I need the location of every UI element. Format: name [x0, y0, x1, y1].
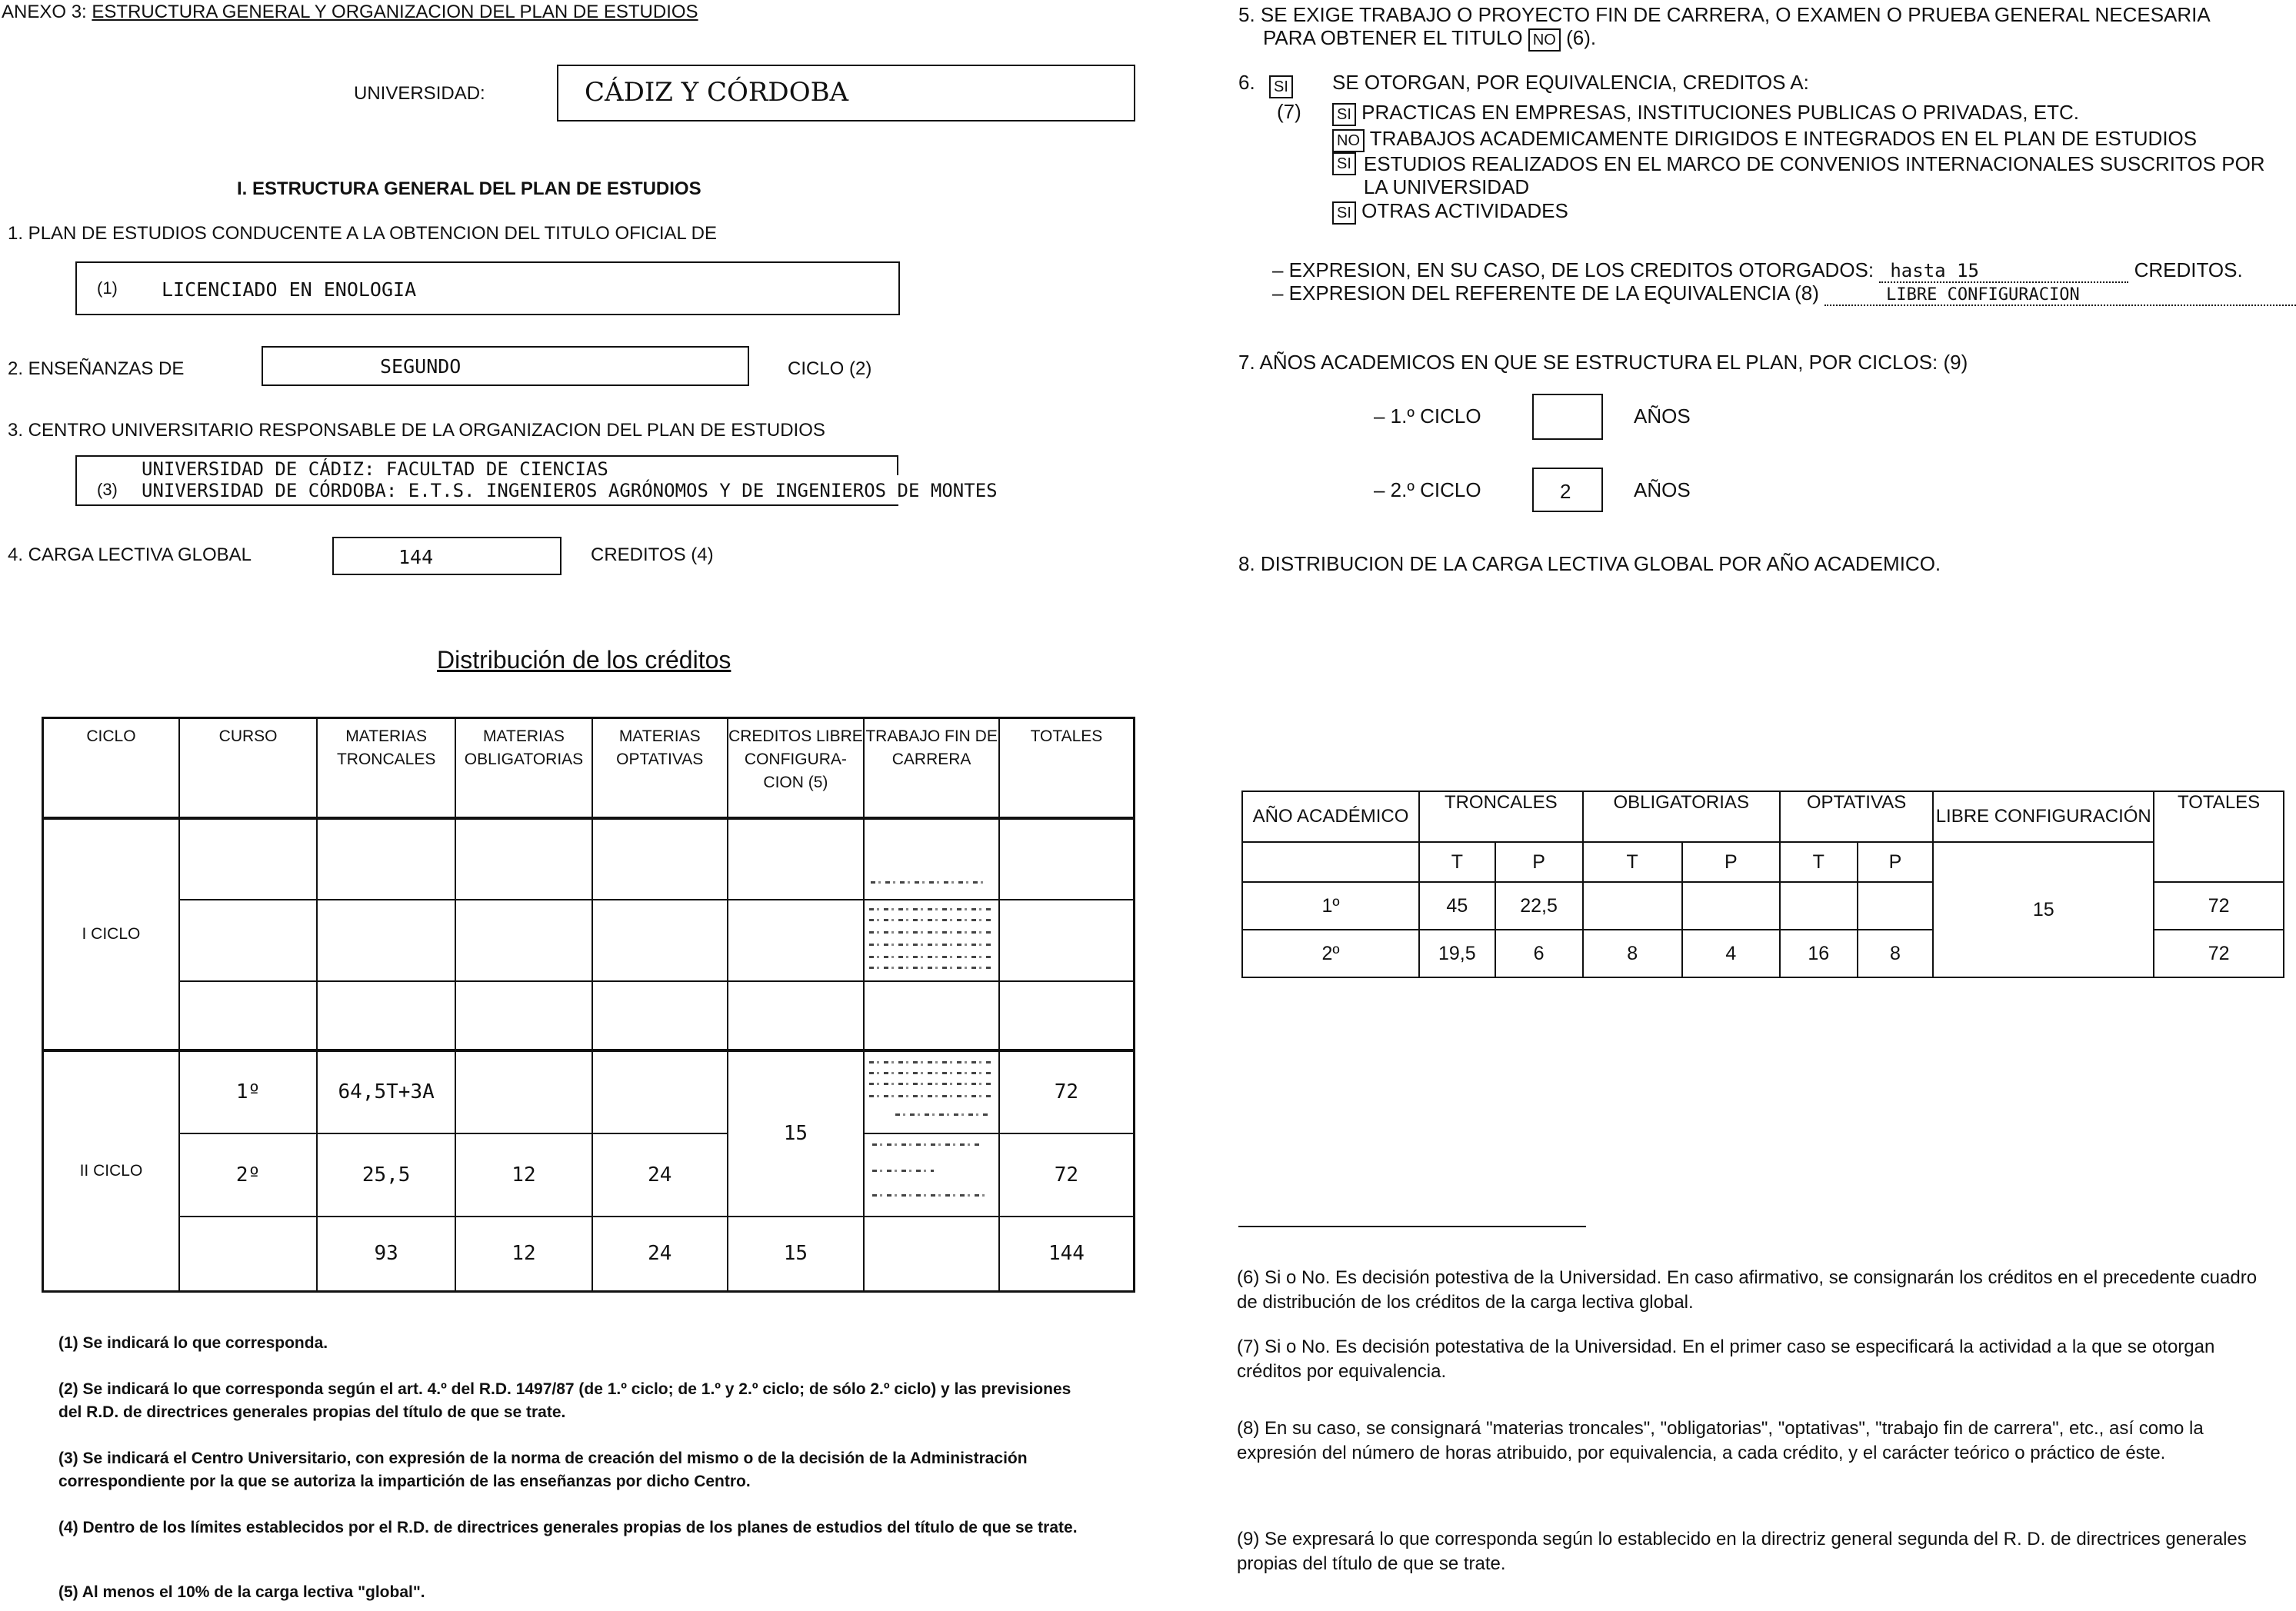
expresion1-label: – EXPRESION, EN SU CASO, DE LOS CREDITOS OTORGADOS:	[1272, 258, 1874, 281]
option-text: OTRAS ACTIVIDADES	[1361, 199, 1568, 222]
item5-line2: PARA OBTENER EL TITULO	[1263, 26, 1523, 49]
col-curso: CURSO	[179, 718, 317, 818]
right-note-6: (6) Si o No. Es decisión potestiva de la Universidad. En caso afirmativo, se consignarán los créditos en el precedente cuadro de distribución de los créditos de la carga lectiva global.	[1237, 1267, 2258, 1313]
sub-t: T	[1419, 842, 1495, 882]
item5-line1: 5. SE EXIGE TRABAJO O PROYECTO FIN DE CARRERA, O EXAMEN O PRUEBA GENERAL NECESARIA	[1238, 3, 2211, 26]
tr-t-2: 19,5	[1419, 930, 1495, 977]
ciclo1-label: – 1.º CICLO	[1374, 404, 1481, 428]
troncales-1: 64,5T+3A	[317, 1050, 455, 1133]
col-troncales: TRONCALES	[1419, 791, 1583, 842]
ciclo2-anos: AÑOS	[1634, 478, 1691, 501]
libre-merged: 15	[728, 1050, 865, 1217]
left-note-5: (5) Al menos el 10% de la carga lectiva "global".	[58, 1583, 425, 1601]
sub-p: P	[1682, 842, 1780, 882]
item6-ref: (7)	[1277, 100, 1301, 123]
ano-1: 1º	[1242, 882, 1419, 930]
table-row	[43, 818, 1135, 900]
col-ciclo: CICLO	[43, 718, 179, 818]
table-row	[43, 1050, 1135, 1133]
col-libre: CREDITOS LIBRE CONFIGURA-CION (5)	[728, 718, 865, 818]
ob-p-2: 4	[1682, 930, 1780, 977]
ensenanzas-value: SEGUNDO	[380, 355, 462, 378]
ensenanzas-box	[262, 346, 749, 386]
option-estudios	[1332, 152, 2271, 198]
ciclo2-value: 2	[1560, 480, 1571, 503]
expresion2-label: – EXPRESION DEL REFERENTE DE LA EQUIVALENCIA (8)	[1272, 281, 1819, 305]
op-t-1	[1780, 882, 1858, 930]
expresion2-value: LIBRE CONFIGURACION	[1824, 285, 2296, 306]
ciclo1-anos: AÑOS	[1634, 404, 1691, 428]
item2-label: 2. ENSEÑANZAS DE	[8, 358, 185, 379]
item5-box: NO	[1528, 28, 1561, 52]
optativas-2: 24	[592, 1133, 728, 1217]
item6-box-wrap	[1269, 75, 1293, 98]
sub-t: T	[1780, 842, 1858, 882]
universidad-label: UNIVERSIDAD:	[354, 83, 485, 104]
centro-box-edge	[897, 455, 898, 475]
sub-p: P	[1495, 842, 1583, 882]
item6-title: SE OTORGAN, POR EQUIVALENCIA, CREDITOS A:	[1332, 71, 1809, 94]
expresion1-value: hasta 15	[1879, 260, 2128, 283]
centro-line2: UNIVERSIDAD DE CÓRDOBA: E.T.S. INGENIEROS AGRÓNOMOS Y DE INGENIEROS DE MONTES	[142, 480, 998, 501]
item6-box: SI	[1269, 75, 1293, 98]
option-text: TRABAJOS ACADEMICAMENTE DIRIGIDOS E INTEGRADOS EN EL PLAN DE ESTUDIOS	[1369, 127, 2198, 150]
carga-libre: 15	[1933, 842, 2154, 977]
item3-label: 3. CENTRO UNIVERSITARIO RESPONSABLE DE LA ORGANIZACION DEL PLAN DE ESTUDIOS	[8, 420, 825, 441]
titulo-box	[75, 261, 900, 315]
totales-1: 72	[999, 1050, 1135, 1133]
footnote-divider	[1238, 1226, 1586, 1227]
col-optativas: MATERIAS OPTATIVAS	[592, 718, 728, 818]
option-box: NO	[1332, 129, 1365, 152]
op-p-1	[1858, 882, 1934, 930]
obligatorias-2: 12	[455, 1133, 592, 1217]
col-trabajo: TRABAJO FIN DE CARRERA	[864, 718, 999, 818]
item2-suffix: CICLO (2)	[788, 358, 872, 379]
tr-p-1: 22,5	[1495, 882, 1583, 930]
total-totales: 144	[999, 1217, 1135, 1292]
item5-line2-wrap	[1238, 26, 2269, 52]
titulo-value: LICENCIADO EN ENOLOGIA	[162, 278, 417, 301]
anexo-label: ANEXO 3:	[2, 2, 87, 22]
option-box: SI	[1332, 201, 1356, 225]
centro-line1: UNIVERSIDAD DE CÁDIZ: FACULTAD DE CIENCIAS	[142, 458, 608, 480]
troncales-2: 25,5	[317, 1133, 455, 1217]
carga-box	[332, 537, 562, 575]
option-box: SI	[1332, 103, 1356, 126]
option-text: PRACTICAS EN EMPRESAS, INSTITUCIONES PUBLICAS O PRIVADAS, ETC.	[1361, 101, 2079, 124]
item4-suffix: CREDITOS (4)	[591, 544, 714, 565]
sub-p: P	[1858, 842, 1934, 882]
expresion1-suffix: CREDITOS.	[2134, 258, 2243, 281]
ciclo2-cell: II CICLO	[43, 1050, 179, 1292]
item4-label: 4. CARGA LECTIVA GLOBAL	[8, 544, 252, 565]
col-totales: TOTALES	[2154, 791, 2284, 882]
item7: 7. AÑOS ACADEMICOS EN QUE SE ESTRUCTURA EL PLAN, POR CICLOS: (9)	[1238, 351, 1968, 374]
section-heading: I. ESTRUCTURA GENERAL DEL PLAN DE ESTUDIOS	[237, 178, 701, 199]
col-libre: LIBRE CONFIGURACIÓN	[1933, 791, 2154, 842]
carga-table	[1241, 791, 2284, 978]
total-troncales: 93	[317, 1217, 455, 1292]
table-row	[43, 981, 1135, 1050]
item5-ref: (6).	[1566, 26, 1597, 49]
ciclo1-cell: I CICLO	[43, 818, 179, 1050]
option-text: ESTUDIOS REALIZADOS EN EL MARCO DE CONVENIOS INTERNACIONALES SUSCRITOS POR LA UNIVERSIDAD	[1363, 152, 2265, 198]
table-row	[43, 1217, 1135, 1292]
universidad-box	[557, 65, 1135, 121]
ciclo2-box	[1532, 468, 1603, 512]
option-practicas	[1332, 100, 2271, 126]
item5	[1238, 3, 2269, 52]
op-t-2: 16	[1780, 930, 1858, 977]
distribucion-table	[42, 717, 1135, 1293]
table-row	[43, 900, 1135, 981]
totales-2: 72	[999, 1133, 1135, 1217]
col-ano: AÑO ACADÉMICO	[1242, 791, 1419, 842]
ciclo2-label: – 2.º CICLO	[1374, 478, 1481, 501]
item8: 8. DISTRIBUCION DE LA CARGA LECTIVA GLOBAL POR AÑO ACADEMICO.	[1238, 552, 1941, 575]
ob-t-1	[1583, 882, 1682, 930]
option-box: SI	[1332, 152, 1356, 175]
option-trabajos	[1332, 126, 2271, 152]
col-obligatorias: MATERIAS OBLIGATORIAS	[455, 718, 592, 818]
item3-ref: (3)	[97, 480, 118, 499]
right-note-9: (9) Se expresará lo que corresponda según lo establecido en la directriz general segunda del R. D. de directrices generales propias del título de que se trate.	[1237, 1529, 2247, 1574]
tr-p-2: 6	[1495, 930, 1583, 977]
right-note-7: (7) Si o No. Es decisión potestativa de la Universidad. En el primer caso se especificará la actividad a la que se otorgan créditos por equivalencia.	[1237, 1336, 2215, 1382]
left-note-4: (4) Dentro de los límites establecidos por el R.D. de directrices generales propias de los planes de estudios del título de que se trate.	[58, 1519, 1078, 1536]
distribucion-title: Distribución de los créditos	[437, 646, 731, 674]
item1-label: 1. PLAN DE ESTUDIOS CONDUCENTE A LA OBTENCION DEL TITULO OFICIAL DE	[8, 223, 717, 244]
ob-p-1	[1682, 882, 1780, 930]
total-optativas: 24	[592, 1217, 728, 1292]
right-note-8: (8) En su caso, se consignará "materias troncales", "obligatorias", "optativas", "trabajo fin de carrera", etc., así como la expresión del número de horas atribuido, por equivalencia, a cada crédito, y el carácter teórico o práctico de éste.	[1237, 1418, 2204, 1463]
op-p-2: 8	[1858, 930, 1934, 977]
col-totales: TOTALES	[999, 718, 1135, 818]
expresion2	[1272, 281, 2296, 306]
table-row	[43, 1133, 1135, 1217]
left-note-3: (3) Se indicará el Centro Universitario, con expresión de la norma de creación del mismo o de la decisión de la Administración correspondiente por la que se autoriza la impartición de las enseñanzas por dicho Centro.	[58, 1450, 1028, 1490]
left-note-1: (1) Se indicará lo que corresponda.	[58, 1334, 328, 1352]
ano-2: 2º	[1242, 930, 1419, 977]
totales-2: 72	[2154, 930, 2284, 977]
option-otras	[1332, 198, 2271, 225]
centro-box	[75, 455, 998, 506]
curso-2: 2º	[179, 1133, 317, 1217]
item6-options	[1332, 100, 2271, 225]
item6-num: 6.	[1238, 71, 1255, 94]
curso-1: 1º	[179, 1050, 317, 1133]
left-note-2: (2) Se indicará lo que corresponda según el art. 4.º del R.D. 1497/87 (de 1.º ciclo; de 1.º y 2.º ciclo; de sólo 2.º ciclo) y las previsiones del R.D. de directrices generales propias del título de que se trate.	[58, 1380, 1071, 1421]
item1-ref: (1)	[97, 278, 118, 298]
col-optativas: OPTATIVAS	[1780, 791, 1933, 842]
col-obligatorias: OBLIGATORIAS	[1583, 791, 1780, 842]
header-line	[2, 2, 698, 23]
ob-t-2: 8	[1583, 930, 1682, 977]
expresion1	[1272, 258, 2243, 283]
total-obligatorias: 12	[455, 1217, 592, 1292]
tr-t-1: 45	[1419, 882, 1495, 930]
ciclo1-box	[1532, 394, 1603, 440]
carga-value: 144	[398, 546, 434, 568]
sub-t: T	[1583, 842, 1682, 882]
total-libre: 15	[728, 1217, 865, 1292]
col-troncales: MATERIAS TRONCALES	[317, 718, 455, 818]
totales-1: 72	[2154, 882, 2284, 930]
page-title: ESTRUCTURA GENERAL Y ORGANIZACION DEL PLAN DE ESTUDIOS	[92, 2, 698, 22]
universidad-value: CÁDIZ Y CÓRDOBA	[585, 77, 849, 108]
